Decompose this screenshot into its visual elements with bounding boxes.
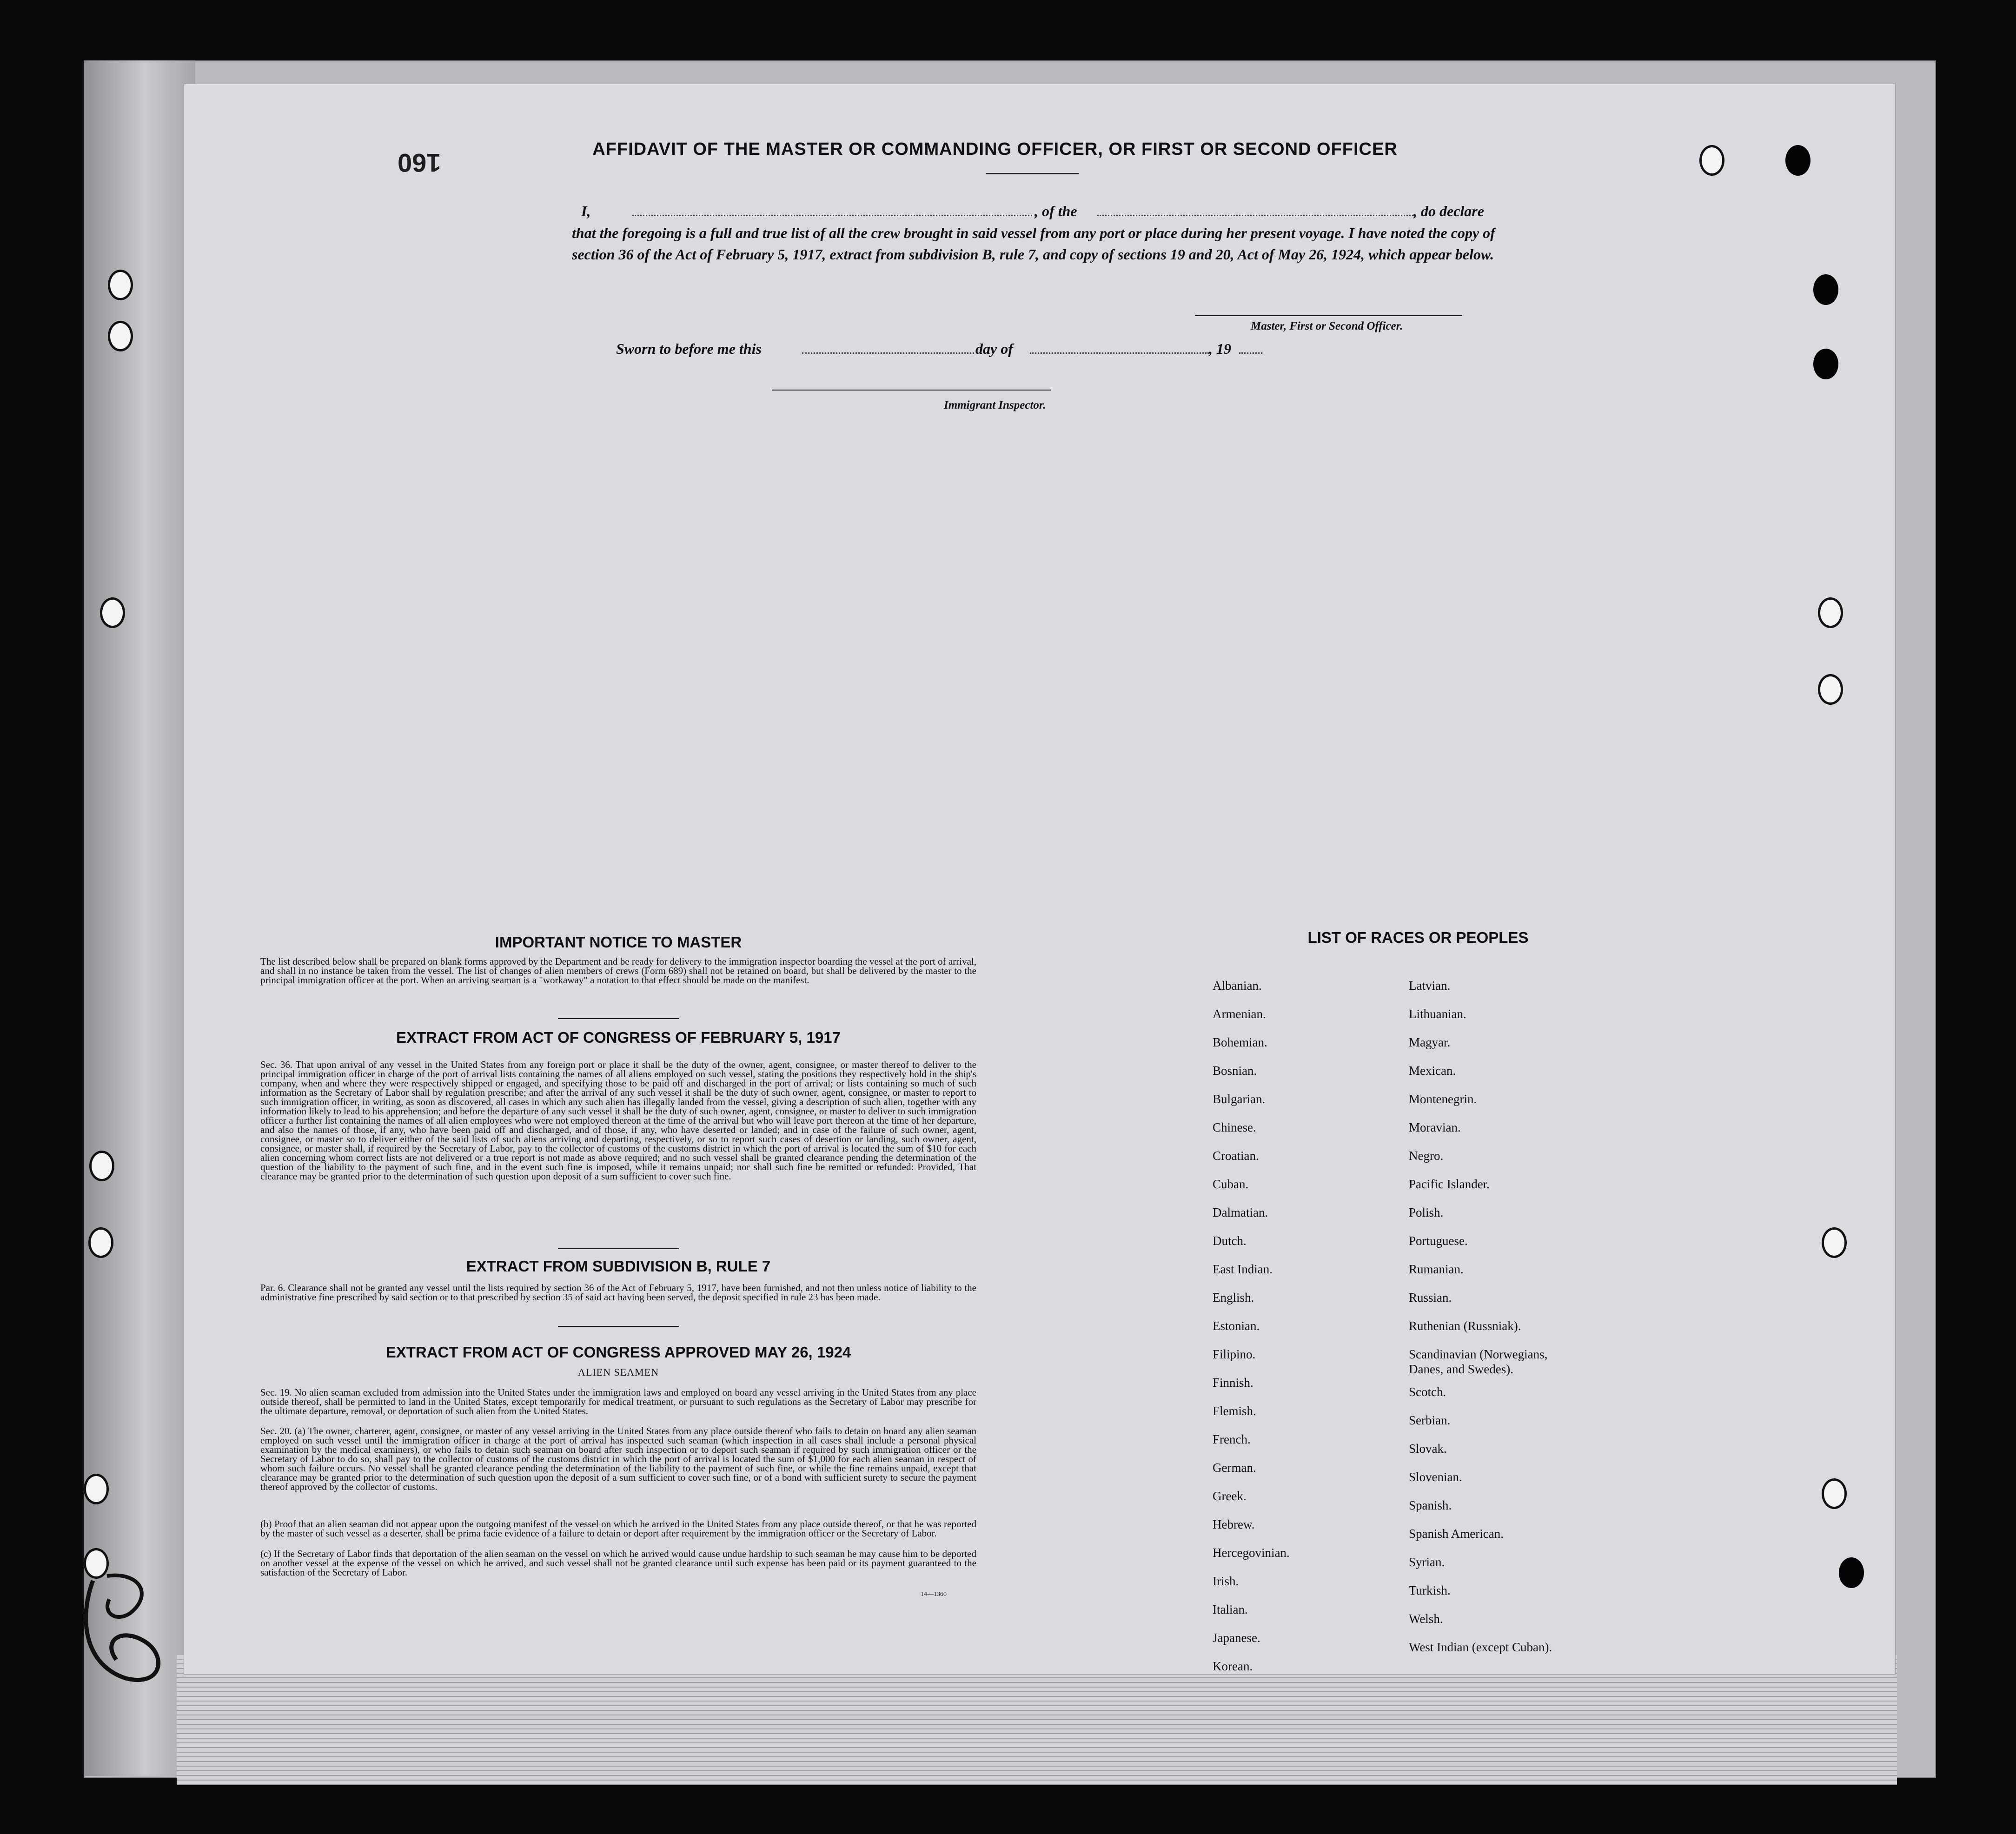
race-item: Portuguese.	[1409, 1234, 1468, 1248]
race-item: Irish.	[1213, 1574, 1239, 1588]
section-rule	[558, 1248, 679, 1249]
race-item: Danes, and Swedes).	[1409, 1362, 1513, 1376]
vessel-blank	[1097, 215, 1413, 216]
inspector-label: Immigrant Inspector.	[944, 399, 1046, 411]
race-item: Chinese.	[1213, 1120, 1256, 1134]
race-item: Turkish.	[1409, 1583, 1451, 1597]
extract-1924-sec20c: (c) If the Secretary of Labor finds that deportation of the alien seaman on the vessel on which he arrived would cause undue hardship to such seaman he may cause him to be deported on another vessel at the expense of the vessel on which he arrived, and such vessel shall not be granted clearance until such expense has been paid or its payment guaranteed to the satisfaction of the Secretary of Labor.	[260, 1548, 976, 1578]
race-item: Lithuanian.	[1409, 1007, 1466, 1021]
notice-text: The list described below shall be prepared on blank forms approved by the Department and be ready for delivery to the immigration inspector boarding the vessel at the port of arrival, and shall in no instance be taken from the vessel. The list of changes of alien members of crews (Form 689) shall not be retained on board, but shall be delivered by the master to the principal immigration officer at the port. When an arriving seaman is a "workaway" a notation to that effect should be made on the manifest.	[260, 956, 976, 986]
race-item: Mexican.	[1409, 1064, 1456, 1078]
race-item: Latvian.	[1409, 979, 1451, 993]
race-item: Rumanian.	[1409, 1262, 1464, 1276]
extract-1924-sec20a: Sec. 20. (a) The owner, charterer, agent, consignee, or master of any vessel arriving in the United States from any place outside thereof who fails to detain on board any alien seaman employed on such vessel until the immigration officer in charge at the port of arrival has inspected such seaman (which inspection in all cases shall include a personal physical examination by the medical examiners), or who fails to detain such seaman on board after such inspection or to deport such seaman if required by such immigration officer or the Secretary of Labor to do so, shall pay to the collector of customs of the customs district in which the port of arrival is located the sum of $1,000 for each alien seaman in respect of whom such failure occurs. No vessel shall be granted clearance pending the determination of the liability to the payment of such fine, or while the fine remains unpaid, except that clearance may be granted prior to the determination of such question upon the deposit of a sum sufficient to cover such fine, or of a bond with sufficient surety to secure the payment thereof approved by the collector of customs.	[260, 1425, 976, 1492]
title-rule	[986, 173, 1079, 174]
race-item: Slovenian.	[1409, 1470, 1462, 1484]
punch-hole-icon	[1822, 1227, 1847, 1258]
punch-hole-icon	[108, 270, 133, 300]
section-rule	[558, 1018, 679, 1019]
race-item: Spanish.	[1409, 1498, 1452, 1512]
race-item: East Indian.	[1213, 1262, 1273, 1276]
punch-hole-icon	[1813, 274, 1838, 305]
name-blank	[632, 215, 1032, 216]
race-item: Cuban.	[1213, 1177, 1249, 1191]
notice-title: IMPORTANT NOTICE TO MASTER	[495, 934, 742, 951]
page-number: 160	[398, 148, 441, 178]
race-item: Armenian.	[1213, 1007, 1266, 1021]
year-blank	[1239, 352, 1262, 354]
race-item: Serbian.	[1409, 1413, 1451, 1427]
race-item: Bosnian.	[1213, 1064, 1257, 1078]
extract-1917-title: EXTRACT FROM ACT OF CONGRESS OF FEBRUARY 5, 1917	[396, 1029, 841, 1046]
sworn-month-blank	[1030, 352, 1209, 354]
punch-hole-icon	[1818, 597, 1843, 628]
handwritten-mark	[74, 1562, 181, 1692]
race-item: Flemish.	[1213, 1404, 1256, 1418]
punch-hole-icon	[1822, 1478, 1847, 1509]
punch-hole-icon	[1699, 145, 1724, 176]
race-item: Polish.	[1409, 1205, 1444, 1219]
extract-rule7-text: Par. 6. Clearance shall not be granted any vessel until the lists required by section 36 of the Act of February 5, 1917, have been furnished, and not then unless notice of liability to the administrative fine prescribed by said section or to that prescribed by section 35 of said act having been served, the deposit specified in rule 23 has been made.	[260, 1282, 976, 1303]
inspector-line	[772, 390, 1051, 391]
race-item: Filipino.	[1213, 1347, 1256, 1361]
race-item: Japanese.	[1213, 1631, 1260, 1645]
race-item: Moravian.	[1409, 1120, 1461, 1134]
signature-label: Master, First or Second Officer.	[1251, 320, 1403, 332]
punch-hole-icon	[108, 321, 133, 351]
punch-hole-icon	[1813, 349, 1838, 379]
race-item: Ruthenian (Russniak).	[1409, 1319, 1521, 1333]
race-item: Pacific Islander.	[1409, 1177, 1490, 1191]
race-item: Albanian.	[1213, 979, 1262, 993]
form-number: 14—1360	[921, 1591, 947, 1598]
section-rule	[558, 1326, 679, 1327]
race-item: Russian.	[1409, 1291, 1452, 1304]
race-item: Welsh.	[1409, 1612, 1443, 1626]
extract-1924-title: EXTRACT FROM ACT OF CONGRESS APPROVED MAY 26, 1924	[385, 1344, 851, 1361]
punch-hole-icon	[88, 1227, 113, 1258]
affidavit-declare: , do declare	[1413, 203, 1484, 219]
race-item: Greek.	[1213, 1489, 1247, 1503]
punch-hole-icon	[100, 597, 125, 628]
race-item: Croatian.	[1213, 1149, 1259, 1163]
extract-1924-subtitle: ALIEN SEAMEN	[578, 1366, 659, 1378]
punch-hole-icon	[84, 1474, 109, 1504]
race-item: English.	[1213, 1291, 1254, 1304]
affidavit-i: I,	[581, 203, 591, 219]
race-item: West Indian (except Cuban).	[1409, 1640, 1552, 1654]
races-title: LIST OF RACES OR PEOPLES	[1307, 929, 1529, 946]
day-of-label: day of	[975, 340, 1013, 357]
race-item: Scotch.	[1409, 1385, 1446, 1399]
race-item: Spanish American.	[1409, 1527, 1504, 1541]
race-item: Scandinavian (Norwegians,	[1409, 1347, 1548, 1361]
race-item: French.	[1213, 1432, 1251, 1446]
punch-hole-icon	[89, 1151, 114, 1181]
affidavit-body: that the foregoing is a full and true list of all the crew brought in said vessel from any port or place during her present voyage. I have noted the copy of section 36 of the Act of February 5, 1917, extract from subdivision B, rule 7, and copy of sections 19 and 20, Act of May 26, 1924, which appear below.	[572, 225, 1495, 263]
binder-strip	[84, 60, 195, 1776]
race-item: Montenegrin.	[1409, 1092, 1477, 1106]
punch-hole-icon	[1785, 145, 1810, 176]
race-item: Finnish.	[1213, 1376, 1253, 1390]
affidavit-of-the: , of the	[1035, 203, 1077, 219]
race-item: Hebrew.	[1213, 1517, 1255, 1531]
year-label: , 19	[1209, 340, 1231, 357]
race-item: Bohemian.	[1213, 1035, 1267, 1049]
extract-1924-sec19: Sec. 19. No alien seaman excluded from admission into the United States under the immigration laws and employed on board any vessel arriving in the United States from any place outside thereof, shall be permitted to land in the United States, except temporarily for medical treatment, or pursuant to such regulations as the Secretary of Labor may prescribe for the ultimate departure, removal, or deportation of such alien from the United States.	[260, 1387, 976, 1417]
extract-rule7-title: EXTRACT FROM SUBDIVISION B, RULE 7	[466, 1258, 771, 1275]
race-item: Korean.	[1213, 1659, 1253, 1673]
extract-1924-sec20b: (b) Proof that an alien seaman did not appear upon the outgoing manifest of the vessel on which he arrived in the United States from any place outside thereof, or that he was reported by the master of such vessel as a deserter, shall be prima facie evidence of a failure to detain or deport after requirement by the immigration officer or the Secretary of Labor.	[260, 1518, 976, 1539]
signature-line	[1195, 315, 1462, 316]
punch-hole-icon	[1839, 1557, 1864, 1588]
page-stack-edges	[177, 1655, 1897, 1785]
extract-1917-text: Sec. 36. That upon arrival of any vessel in the United States from any foreign port or place it shall be the duty of the owner, agent, consignee, or master thereof to deliver to the principal immigration officer in charge of the port of arrival lists containing the names of all aliens employed on such vessel, stating the positions they respectively hold in the ship's company, when and where they were respectively shipped or engaged, and specifying those to be paid off and discharged in the port of arrival; or lists containing so much of such information as the Secretary of Labor shall by regulation prescribe; and after the arrival of any such vessel it shall be the duty of such owner, agent, consignee, or master to report to such immigration officer, in writing, as soon as discovered, all cases in which any such alien has illegally landed from the vessel, giving a description of such alien, together with any information likely to lead to his apprehension; and before the departure of any such vessel it shall be the duty of such owner, agent, consignee, or master to deliver to such immigration officer a further list containing the names of all alien employees who were not employed thereon at the time of the arrival but who will leave port thereon at the time of her departure, and also the names of those, if any, who have been paid off and discharged, and of those, if any, who have deserted or landed; and in case of the failure of such owner, agent, consignee, or master so to deliver either of the said lists of such aliens arriving and departing, respectively, or so to report such cases of desertion or landing, such owner, agent, consignee, or master shall, if required by the Secretary of Labor, pay to the collector of customs of the customs district in which the port of arrival is located the sum of $10 for each alien concerning whom correct lists are not delivered or a true report is not made as above required; and no such vessel shall be granted clearance pending the determination of the question of the liability to the payment of such fine, and in the event such fine is imposed, while it remains unpaid; nor shall such fine be remitted or refunded: Provided, That clearance may be granted prior to the determination of such question upon deposit of a sum sufficient to cover such fine.	[260, 1059, 976, 1182]
race-item: Estonian.	[1213, 1319, 1260, 1333]
race-item: Dalmatian.	[1213, 1205, 1268, 1219]
punch-hole-icon	[1818, 674, 1843, 705]
sworn-day-blank	[802, 352, 974, 354]
race-item: Slovak.	[1409, 1442, 1447, 1456]
affidavit-title: AFFIDAVIT OF THE MASTER OR COMMANDING OFFICER, OR FIRST OR SECOND OFFICER	[592, 139, 1398, 159]
race-item: Magyar.	[1409, 1035, 1451, 1049]
race-item: Italian.	[1213, 1602, 1248, 1616]
race-item: Negro.	[1409, 1149, 1444, 1163]
race-item: Hercegovinian.	[1213, 1546, 1290, 1560]
race-item: Syrian.	[1409, 1555, 1445, 1569]
race-item: German.	[1213, 1461, 1256, 1475]
race-item: Dutch.	[1213, 1234, 1247, 1248]
sworn-label: Sworn to before me this	[616, 340, 762, 357]
race-item: Bulgarian.	[1213, 1092, 1266, 1106]
